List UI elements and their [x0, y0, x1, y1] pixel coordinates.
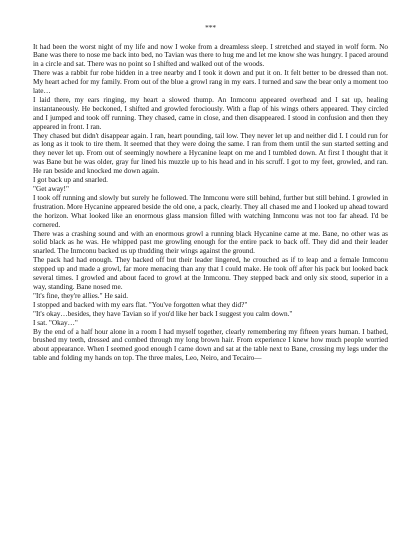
paragraph: "It's okay…besides, they have Tavian so if you'd like her back I suggest you calm down."	[33, 309, 293, 318]
paragraph: There was a rabbit fur robe hidden in a tree nearby and I took it down and put it on. It felt better to be dressed than not. My heart ached for my family. From out of the blue a growl rang in my ears. I turned and saw the bear only a moment too late…	[33, 69, 388, 96]
paragraph: I took off running and slowly but surely he followed. The Inmconu were still behind, further but still behind. I growled in frustration. More Hycanine appeared beside the old one, a pack, clearly. They all chased me and I looked up ahead toward the horizon. What looked like an enormous glass mansion filled with watching Inmconu was not too far ahead. I'd be cornered.	[33, 193, 388, 229]
scene-break: ***	[205, 24, 216, 32]
paragraph: I laid there, my ears ringing, my heart a slowed thump. An Inmconu appeared overhead and I sat up, healing instantaneously. He beckoned, I shifted and growled ferociously. With a flap of his wings others appeared. They circled and I jumped and took off running. They chased, came in close, and then disappeared. I stood in confusion and then they appeared in front. I ran.	[33, 95, 388, 131]
paragraph: I got back up and snarled.	[33, 176, 108, 185]
paragraph: I stopped and backed with my ears flat. "You've forgotten what they did?"	[33, 300, 248, 309]
paragraph: By the end of a half hour alone in a room I had myself together, clearly remembering my fifteen years human. I bathed, brushed my teeth, dressed and combed through my long brown hair. From experience I knew how much people worried about appearance. When I seemed good enough I came down and sat at the table next to Bane, crossing my legs under the table and folding my hands on top. The three males, Leo, Neiro, and Tecairo—	[33, 327, 388, 363]
paragraph: It had been the worst night of my life and now I woke from a dreamless sleep. I stretched and stayed in wolf form. No Bane was there to nose me back into bed, no Tavian was there to hug me and let me know she was hungry. I paced around in a circle and sat. There was no point so I shifted and walked out of the woods.	[33, 42, 388, 69]
paragraph: I sat. "Okay…"	[33, 318, 78, 327]
paragraph: There was a crashing sound and with an enormous growl a running black Hycanine came at me. Bane, no other was as solid black as he was. He whipped past me growling enough for the entire pack to back off. They did and their leader snarled. The Inmconu backed us up thudding their wings against the ground.	[33, 229, 388, 256]
paragraph: "Get away!"	[33, 185, 69, 193]
paragraph: They chased but didn't disappear again. I ran, heart pounding, tail low. They never let up and neither did I. I could run for as long as it took to tire them. It seemed that they were doing the same. I ran from them until the sun started setting and they never let up. From out of seemingly nowhere a Hycanine leapt on me and I tumbled down. At first I thought that it was Bane but he was older, gray fur lined his muzzle up to his head and in his scruff. I got to my feet, growled, and ran. He ran beside and knocked me down again.	[33, 131, 388, 176]
paragraph: "It's fine, they're allies." He said.	[33, 291, 129, 300]
paragraph: The pack had had enough. They backed off but their leader lingered, he crouched as if to leap and a female Inmconu stepped up and made a growl, far more menacing than any that I could make. He took off after his pack but looked back several times. I growled and about faced to growl at the Inmconu. They stepped back and only six stood, superior in a way, standing. Bane nosed me.	[33, 256, 388, 291]
